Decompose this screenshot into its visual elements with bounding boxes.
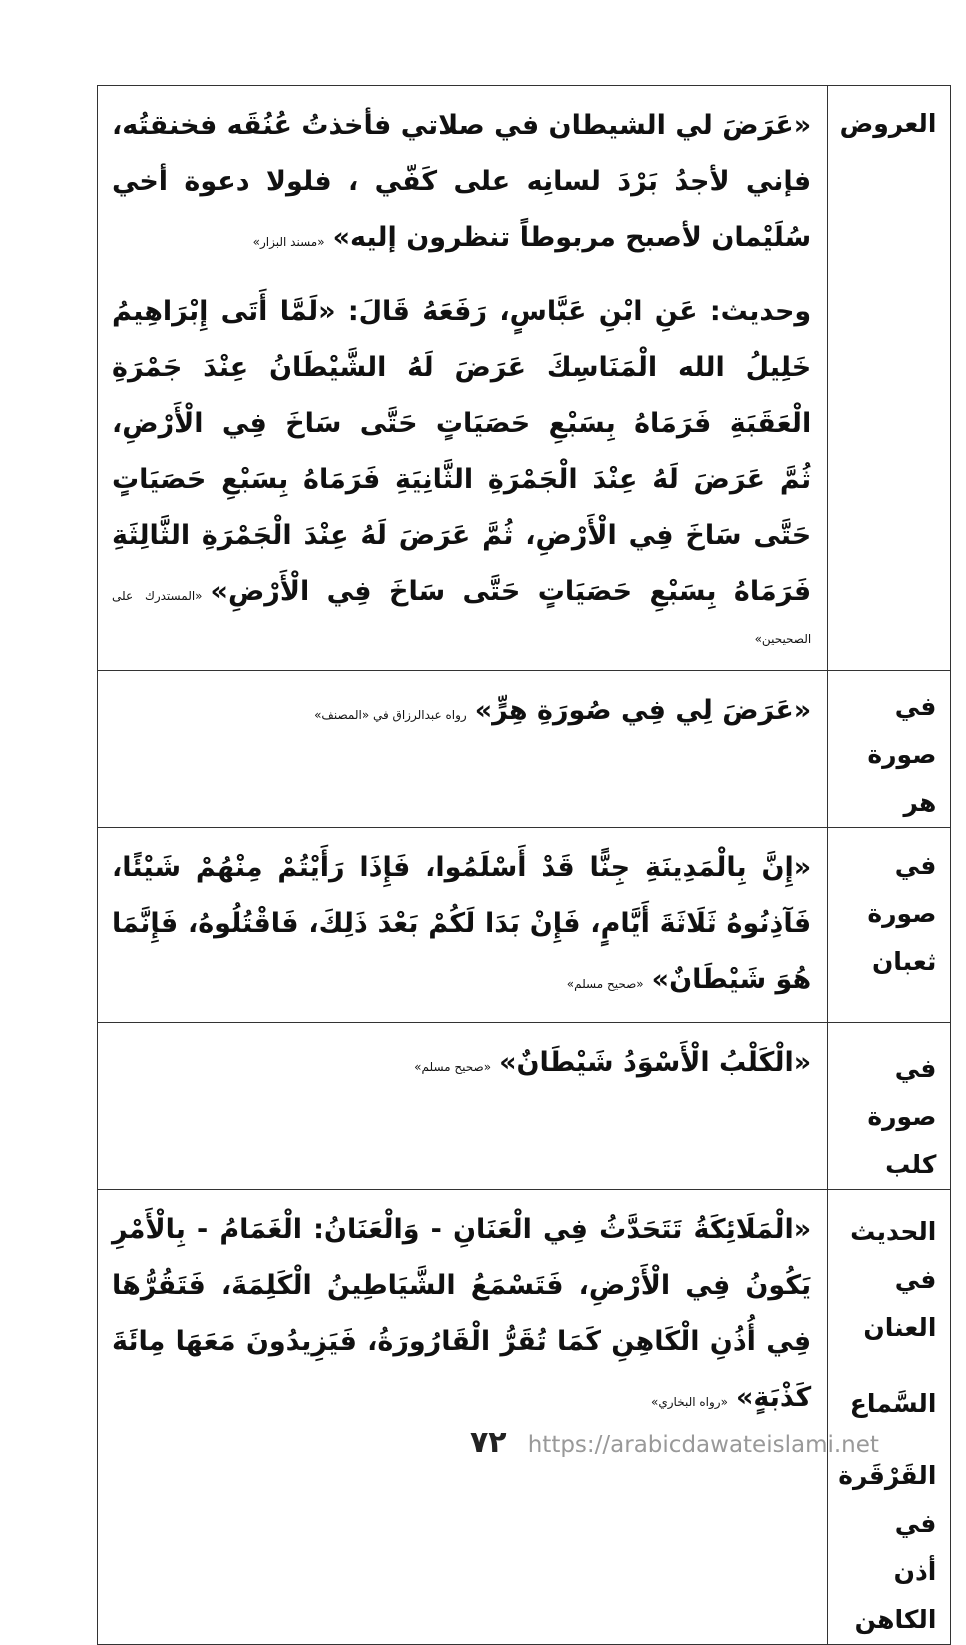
hadith-text: «عَرَضَ لِي فِي صُورَةِ هِرٍّ» — [474, 695, 812, 726]
text-line: خَلِيلُ الله الْمَنَاسِكَ عَرَضَ لَهُ الشَّيْطَانُ عِنْدَ جَمْرَةِ — [112, 352, 812, 383]
text-line: «الْمَلَائِكَةُ تَتَحَدَّثُ فِي الْعَنَانِ - وَالْعَنَانُ: الْغَمَامُ - بِالْأَمْرِ — [112, 1214, 812, 1245]
label-text: في صورة — [867, 851, 937, 928]
citation: «صحيح مسلم» — [566, 977, 644, 991]
row-label — [828, 1023, 951, 1190]
text-line: فَآذِنُوهُ ثَلَاثَةَ أَيَّامٍ، فَإِنْ بَدَا لَكُمْ بَعْدَ ذَلِكَ، فَاقْتُلُوهُ، فَإِنَّمَا — [112, 908, 812, 939]
text-line: وحديث: عَنِ ابْنِ عَبَّاسٍ، رَفَعَهُ قَالَ: «لَمَّا أَتَى إِبْرَاهِيمُ — [112, 296, 812, 327]
text-line — [112, 683, 811, 743]
text-line — [112, 564, 811, 624]
table-row — [98, 1190, 951, 1645]
label-text: السَّماع — [849, 1389, 937, 1418]
label-text: كلب — [885, 1150, 937, 1179]
label-text: العروض — [839, 109, 937, 138]
row-label — [828, 828, 951, 1023]
citation: «صحيح مسلم» — [414, 1060, 492, 1074]
text-line: يَكُونُ فِي الْأَرْضِ، فَتَسْمَعُ الشَّيَاطِينُ الْكَلِمَةَ، فَتَقُرُّهَا — [112, 1270, 812, 1301]
text-line: فإني لأجدُ بَرْدَ لسانِه على كَفّي ، فلولا دعوة أخي — [112, 166, 812, 197]
hadith-text: هُوَ شَيْطَانٌ» — [651, 964, 812, 995]
text-line: فِي أُذُنِ الْكَاهِنِ كَمَا تُقَرُّ الْقَارُورَةُ، فَيَزِيدُونَ مَعَهَا مِائَةَ — [112, 1326, 812, 1357]
row-content — [98, 86, 828, 671]
citation: رواه عبدالرزاق في «المصنف» — [314, 708, 467, 722]
text-line — [112, 210, 811, 270]
hadith-text: فَرَمَاهُ بِسَبْعِ حَصَيَاتٍ حَتَّى سَاخَ فِي الْأَرْضِ» — [210, 576, 812, 607]
text-line — [112, 952, 811, 1012]
page-footer — [470, 1425, 879, 1460]
text-line: ثُمَّ عَرَضَ لَهُ عِنْدَ الْجَمْرَةِ الثَّانِيَةِ فَرَمَاهُ بِسَبْعِ حَصَيَاتٍ — [112, 464, 812, 495]
hadith-text: كَذْبَةٍ» — [735, 1382, 812, 1413]
hadith-table — [97, 85, 951, 1645]
label-text: أذن الكاهن — [854, 1557, 937, 1634]
row-label — [828, 86, 951, 671]
table-row — [98, 828, 951, 1023]
text-line: «عَرَضَ لي الشيطان في صلاتي فأخذتُ عُنُقَه فخنقتُه، — [112, 110, 812, 141]
table-row — [98, 671, 951, 828]
text-line: «إِنَّ بِالْمَدِينَةِ جِنًّا قَدْ أَسْلَمُوا، فَإِذَا رَأَيْتُمْ مِنْهُمْ شَيْئًا، — [112, 852, 812, 883]
label-text: في صورة هر — [867, 692, 937, 817]
text-line — [112, 1370, 811, 1430]
website-url[interactable]: https://arabicdawateislami.net — [527, 1432, 879, 1458]
hadith-text: سُلَيْمان لأصبح مربوطاً تنظرون إليه» — [332, 222, 812, 253]
text-line — [112, 1035, 811, 1095]
citation: «مسند البزار» — [252, 235, 325, 249]
table-row — [98, 86, 951, 671]
text-line: الْعَقَبَةِ فَرَمَاهُ بِسَبْعِ حَصَيَاتٍ حَتَّى سَاخَ فِي الْأَرْضِ، — [112, 408, 812, 439]
label-text: العنان — [863, 1313, 937, 1342]
label-text: ثعبان — [871, 947, 937, 976]
citation: «رواه البخاري» — [651, 1395, 728, 1409]
text-line: حَتَّى سَاخَ فِي الْأَرْضِ، ثُمَّ عَرَضَ لَهُ عِنْدَ الْجَمْرَةِ الثَّالِثَةِ — [112, 520, 812, 551]
row-label — [828, 671, 951, 828]
row-label — [828, 1190, 951, 1645]
row-content — [98, 828, 828, 1023]
row-content — [98, 1190, 828, 1645]
row-content — [98, 1023, 828, 1190]
row-content — [98, 671, 828, 828]
page-number: ٧٢ — [470, 1425, 507, 1460]
hadith-text: «الْكَلْبُ الْأَسْوَدُ شَيْطَانٌ» — [499, 1047, 812, 1078]
label-text: الحديث في — [850, 1217, 937, 1294]
label-text: في صورة — [867, 1054, 937, 1131]
label-text: القَرْقَرة في — [838, 1461, 937, 1538]
citation: «المستدرك على — [112, 589, 203, 603]
citation: الصحيحين» — [754, 632, 812, 646]
table-row — [98, 1023, 951, 1190]
